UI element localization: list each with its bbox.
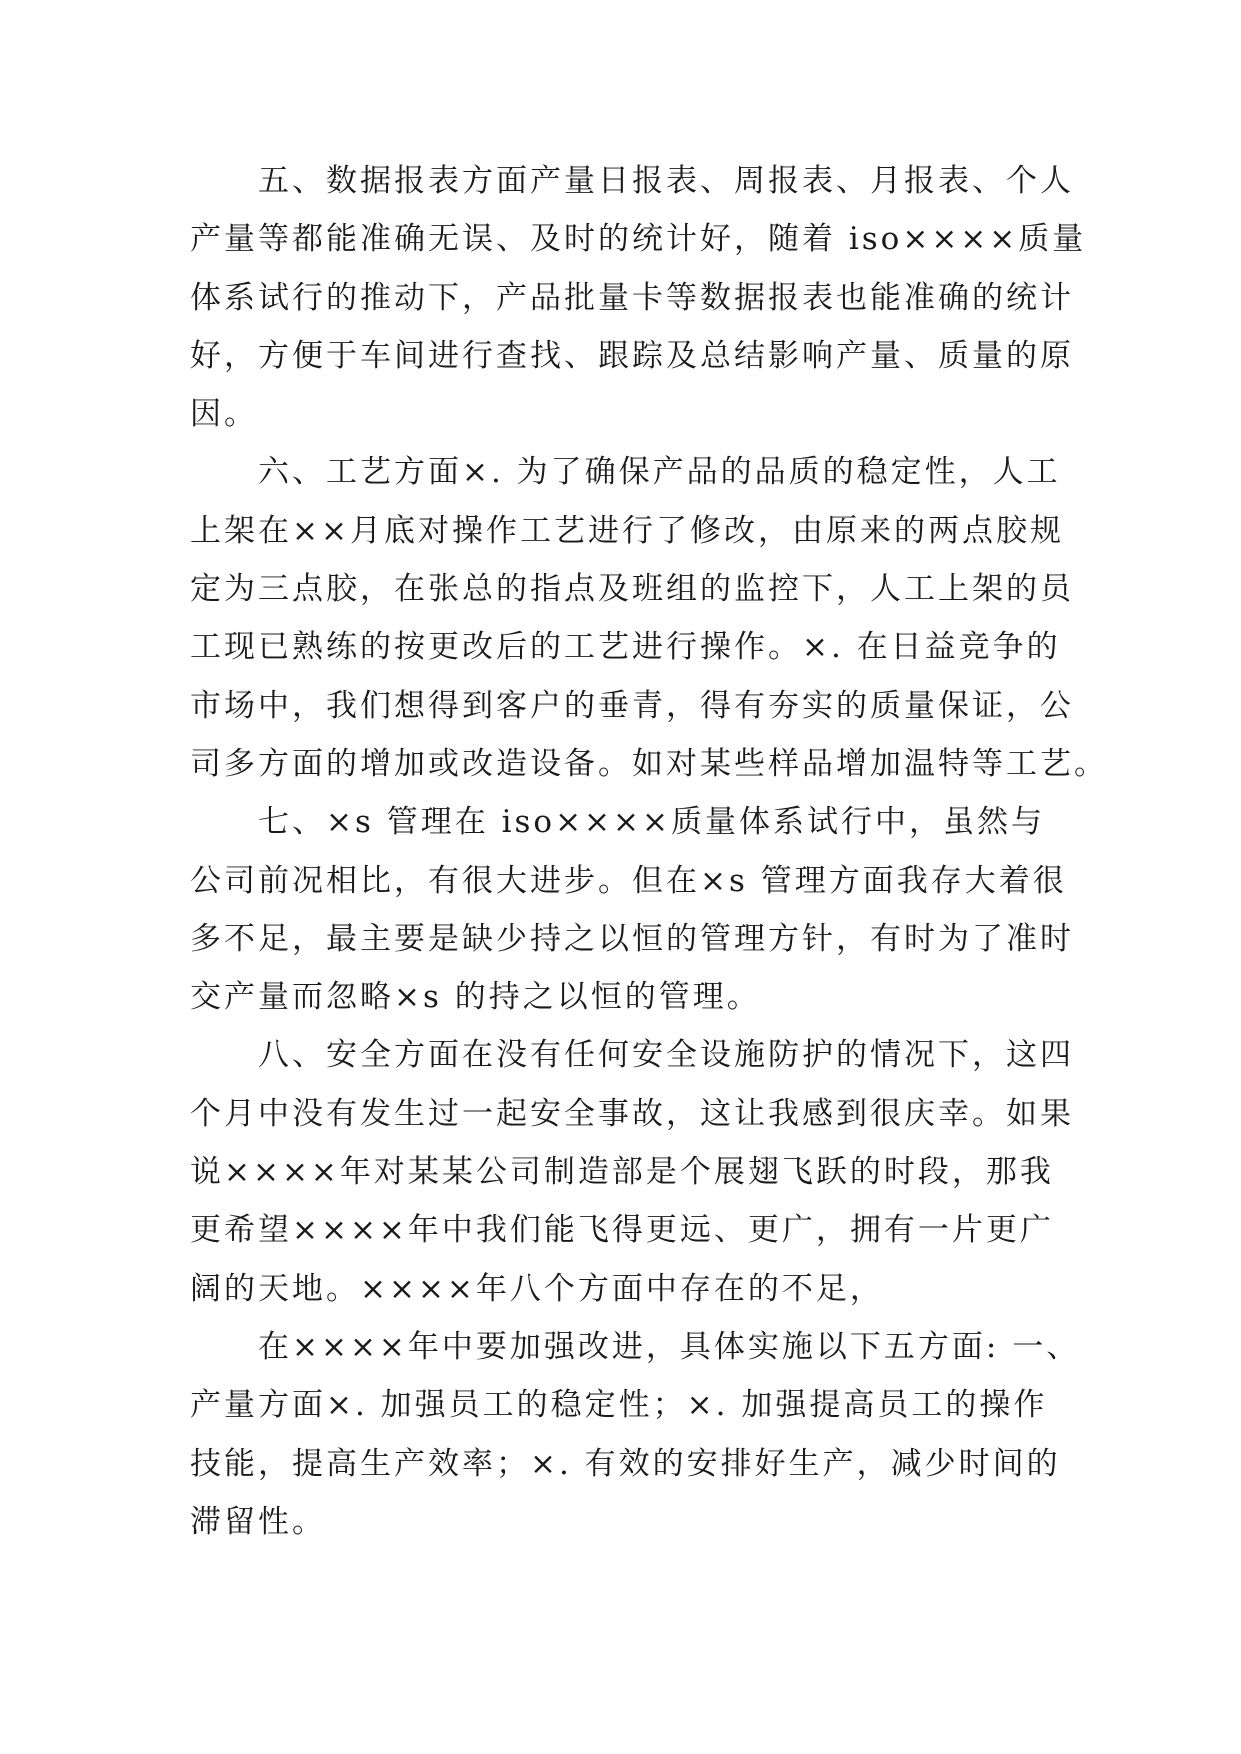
text-line: 技能，提高生产效率；×. 有效的安排好生产，减少时间的 [190,1445,1061,1482]
text-line: 产量等都能准确无误、及时的统计好，随着 iso××××质量 [190,221,1087,258]
text-line: 八、安全方面在没有任何安全设施防护的情况下，这四 [258,1037,1074,1074]
text-line: 在××××年中要加强改进，具体实施以下五方面: 一、 [258,1328,1081,1365]
text-line: 体系试行的推动下，产品批量卡等数据报表也能准确的统计 [190,279,1074,316]
text-line: 市场中，我们想得到客户的垂青，得有夯实的质量保证，公 [190,687,1074,724]
paragraph-improvements [190,1318,1081,1551]
text-line: 五、数据报表方面产量日报表、周报表、月报表、个人 [258,163,1074,199]
text-line: 好，方便于车间进行查找、跟踪及总结影响产量、质量的原 [190,337,1074,374]
text-line: 定为三点胶，在张总的指点及班组的监控下，人工上架的员 [190,571,1074,608]
text-line: 司多方面的增加或改造设备。如对某些样品增加温特等工艺。 [190,745,1108,782]
text-line: 更希望××××年中我们能飞得更远、更广，拥有一片更广 [190,1212,1054,1249]
text-line: 滞留性。 [190,1503,326,1540]
text-line: 多不足，最主要是缺少持之以恒的管理方针，有时为了准时 [190,920,1074,957]
text-line: 七、×s 管理在 iso××××质量体系试行中，虽然与 [258,804,1045,841]
text-line: 个月中没有发生过一起安全事故，这让我感到很庆幸。如果 [190,1095,1074,1132]
paragraph-safety [190,1026,1074,1317]
text-line: 上架在××月底对操作工艺进行了修改，由原来的两点胶规 [190,512,1064,549]
text-line: 交产量而忽略×s 的持之以恒的管理。 [190,979,761,1016]
text-line: 公司前况相比，有很大进步。但在×s 管理方面我存大着很 [190,862,1067,899]
text-line: 说××××年对某某公司制造部是个展翅飞跃的时段，那我 [190,1154,1054,1191]
paragraph-management [190,793,1074,1026]
text-line: 工现已熟练的按更改后的工艺进行操作。×. 在日益竞争的 [190,629,1061,666]
paragraph-process [190,443,1108,793]
text-line: 六、工艺方面×. 为了确保产品的品质的稳定性，人工 [258,454,1061,491]
text-line: 阔的天地。××××年八个方面中存在的不足， [190,1270,884,1307]
paragraph-data-reports [190,152,1087,443]
document-body [190,152,1108,1551]
text-line: 产量方面×. 加强员工的稳定性；×. 加强提高员工的操作 [190,1387,1048,1424]
text-line: 因。 [190,396,258,433]
